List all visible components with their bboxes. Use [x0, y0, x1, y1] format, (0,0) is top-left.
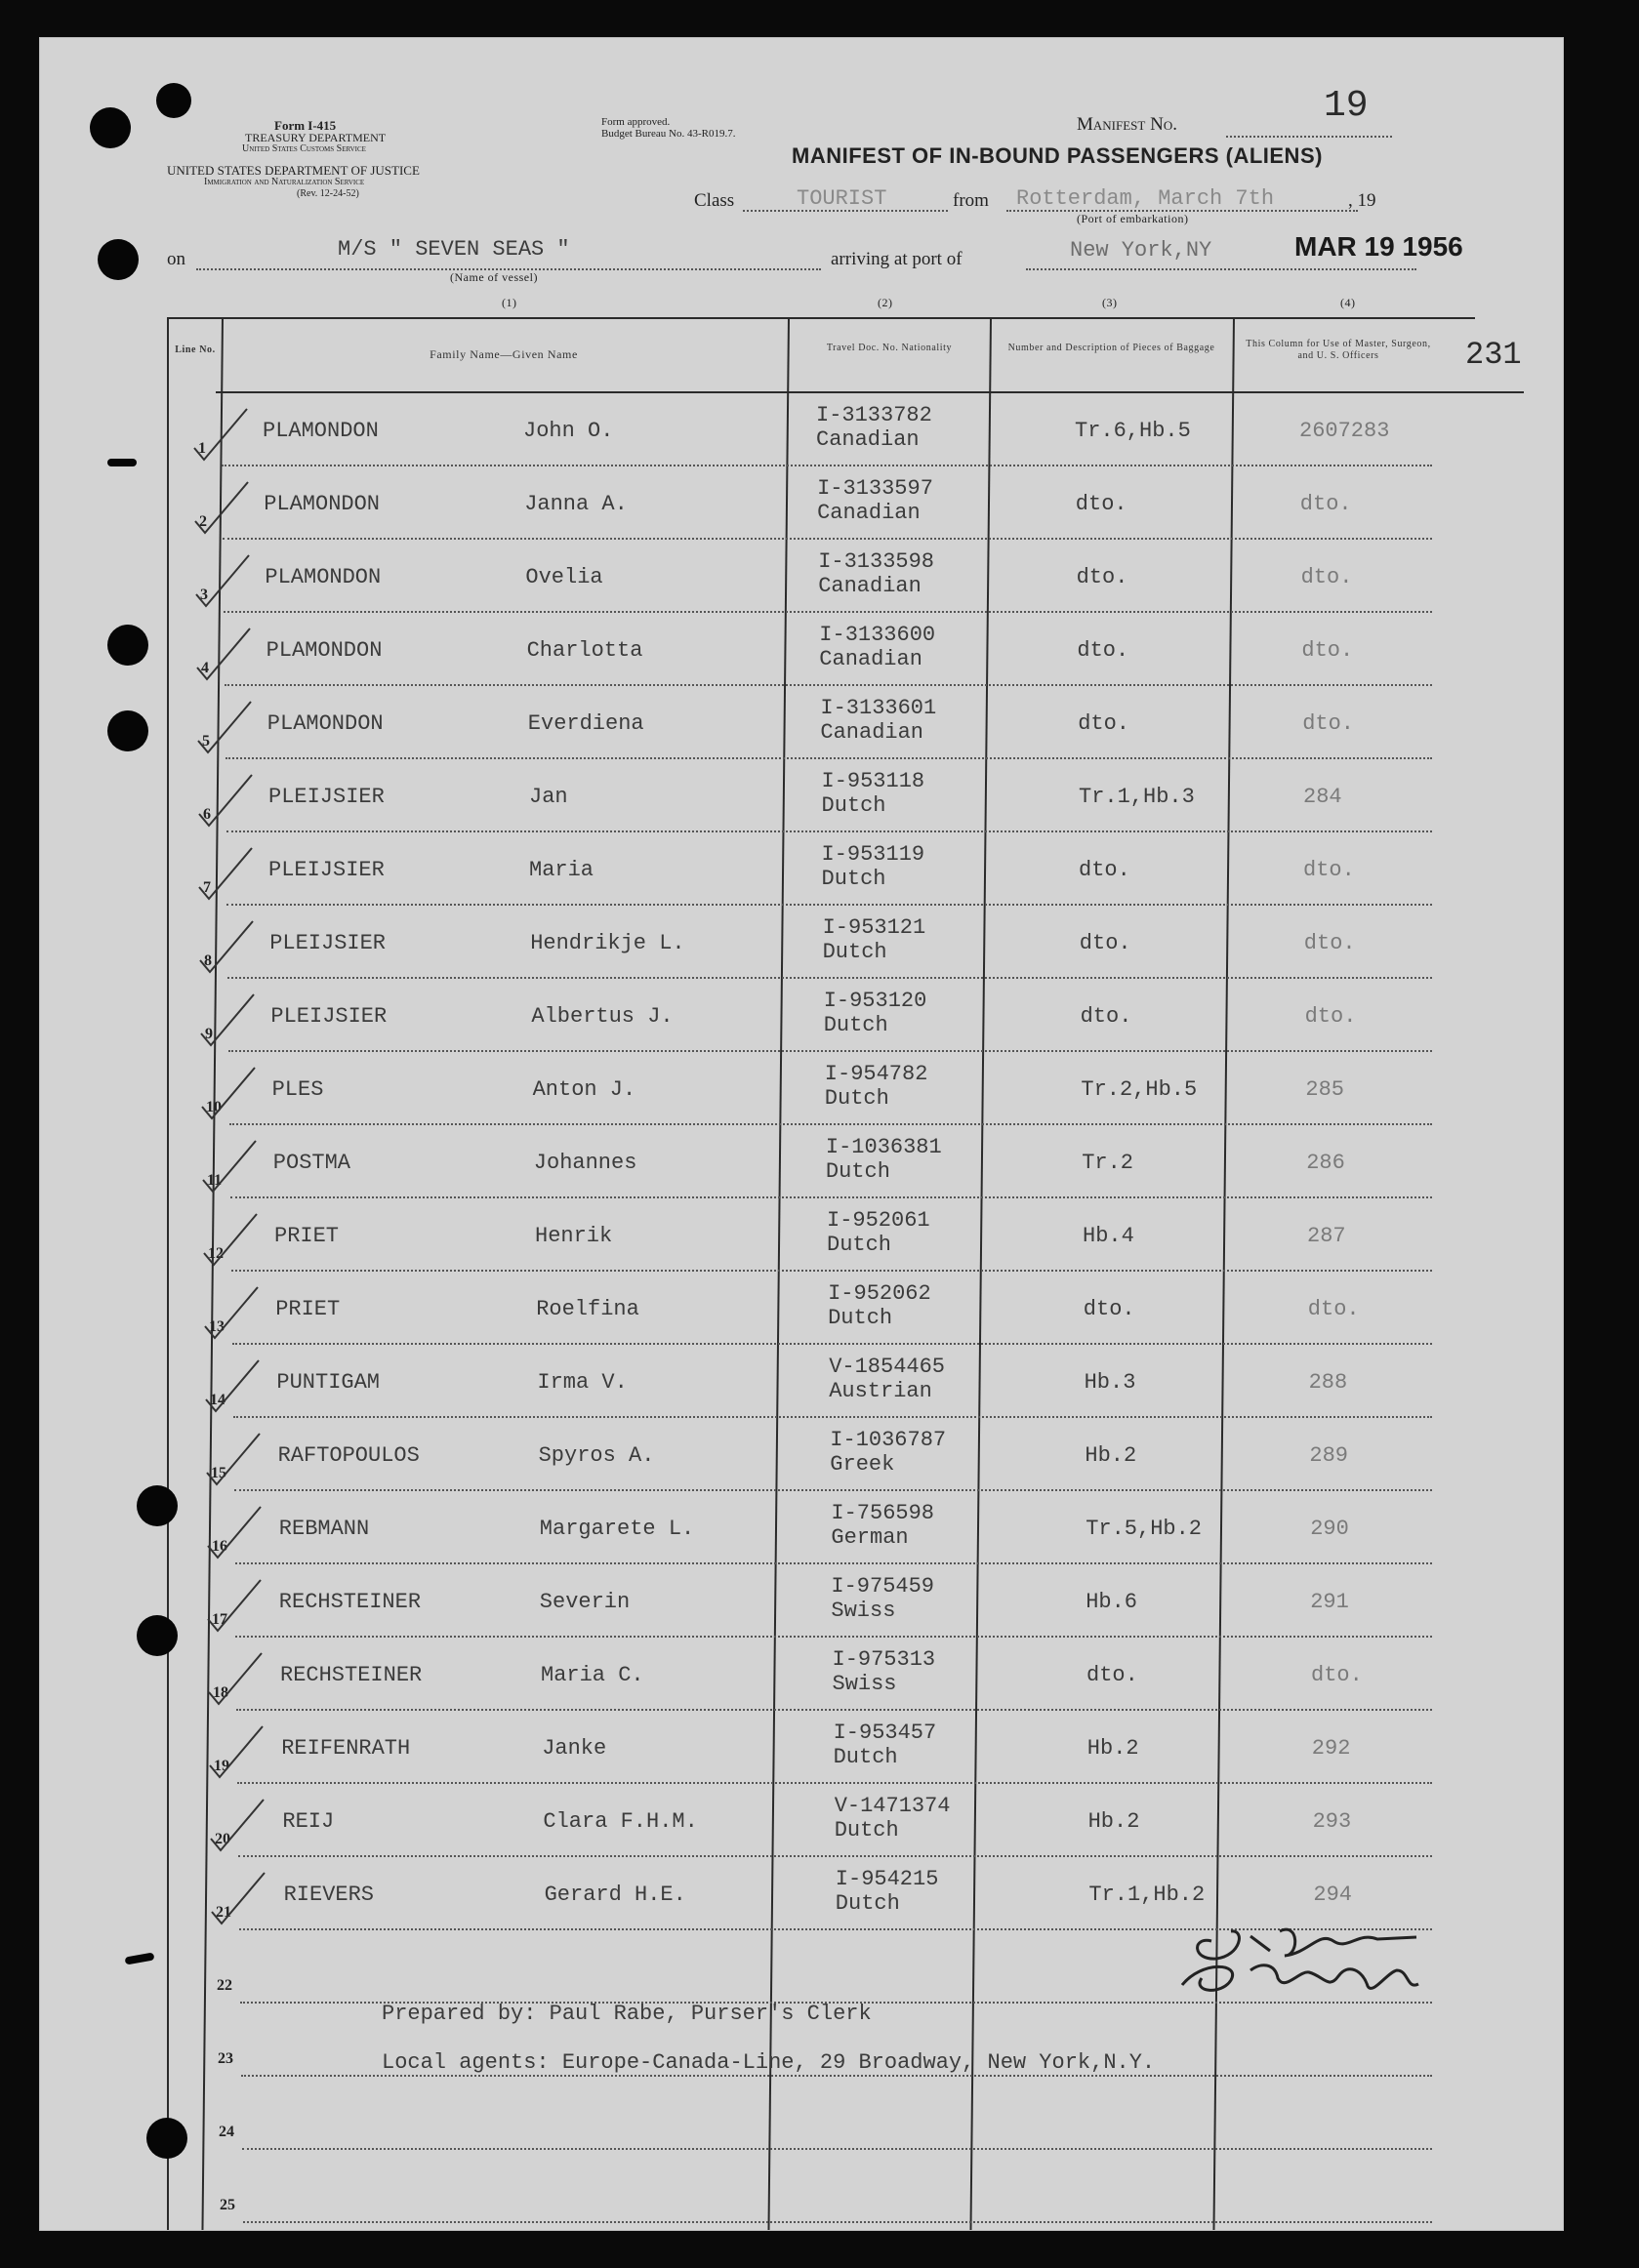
family-name: PLEIJSIER: [268, 858, 385, 882]
manifest-no: 19: [1324, 85, 1369, 127]
row-divider: [227, 977, 1432, 979]
family-name: PLAMONDON: [264, 492, 381, 516]
nationality: Dutch: [824, 1086, 889, 1111]
nationality: Greek: [830, 1452, 895, 1477]
travel-doc-number: I-975459: [831, 1574, 935, 1599]
col-header-name: Family Name—Given Name: [430, 347, 578, 361]
baggage: Hb.2: [1085, 1443, 1137, 1468]
officer-number: 287: [1307, 1224, 1346, 1248]
officer-number: 2607283: [1299, 419, 1390, 443]
nationality: Dutch: [821, 867, 886, 891]
arrival-port: New York,NY: [1070, 238, 1212, 263]
line-number: 13: [209, 1318, 225, 1335]
travel-doc-number: I-954215: [835, 1867, 939, 1891]
row-divider: [223, 538, 1432, 540]
baggage: dto.: [1083, 1297, 1135, 1321]
check-mark-icon: [187, 474, 256, 543]
line-number: 11: [207, 1172, 223, 1189]
page-number: 231: [1465, 337, 1522, 373]
col-header-line-no: Line No.: [175, 344, 216, 355]
binder-hole: [146, 2118, 187, 2159]
given-name: Maria: [529, 858, 594, 882]
line-number: 14: [210, 1392, 225, 1408]
manifest-no-line: [1226, 136, 1392, 138]
row-divider: [226, 830, 1432, 832]
family-name: PLAMONDON: [263, 419, 379, 443]
officer-number: 292: [1311, 1736, 1351, 1761]
given-name: John O.: [523, 419, 614, 443]
nationality: Canadian: [817, 501, 921, 525]
baggage: dto.: [1079, 931, 1131, 955]
binder-hole: [107, 625, 148, 666]
travel-doc-number: I-3133597: [817, 476, 933, 501]
family-name: PLAMONDON: [266, 638, 383, 663]
family-name: PLAMONDON: [265, 565, 382, 589]
manifest-page: [39, 37, 1564, 2231]
officer-number: dto.: [1300, 565, 1353, 589]
check-mark-icon: [203, 1792, 271, 1860]
officer-number: 288: [1308, 1370, 1348, 1395]
baggage: dto.: [1080, 1004, 1132, 1029]
manifest-title: MANIFEST OF IN-BOUND PASSENGERS (ALIENS): [792, 143, 1323, 168]
officer-number: dto.: [1304, 1004, 1357, 1029]
family-name: RAFTOPOULOS: [277, 1443, 420, 1468]
vessel-label: (Name of vessel): [450, 270, 538, 284]
family-name: REBMANN: [278, 1517, 370, 1541]
travel-doc-number: I-3133782: [816, 403, 932, 427]
given-name: Ovelia: [525, 565, 603, 589]
check-mark-icon: [200, 1499, 268, 1567]
given-name: Johannes: [533, 1151, 637, 1175]
officer-number: 290: [1310, 1517, 1349, 1541]
given-name: Everdiena: [527, 711, 644, 736]
line-number: 22: [217, 1977, 232, 1994]
col-header-officers: This Column for Use of Master, Surgeon, and U. S. Officers: [1246, 339, 1431, 361]
officer-number: dto.: [1303, 858, 1355, 882]
line-number: 12: [208, 1245, 224, 1262]
given-name: Albertus J.: [531, 1004, 674, 1029]
check-mark-icon: [197, 1279, 266, 1348]
nationality: Canadian: [818, 574, 922, 598]
family-name: RIEVERS: [283, 1883, 375, 1907]
line-number: 1: [198, 440, 206, 457]
baggage: Hb.2: [1087, 1809, 1140, 1834]
row-divider: [238, 1855, 1432, 1857]
vessel-name: M/S " SEVEN SEAS ": [338, 237, 570, 262]
class-label: Class: [694, 190, 735, 211]
binder-hole: [107, 710, 148, 751]
baggage: Tr.1,Hb.3: [1079, 785, 1195, 809]
line-number: 7: [203, 879, 211, 896]
travel-doc-number: V-1854465: [829, 1355, 946, 1379]
baggage: Tr.5,Hb.2: [1086, 1517, 1203, 1541]
row-divider: [226, 904, 1432, 906]
travel-doc-number: I-975313: [832, 1647, 936, 1672]
check-mark-icon: [186, 401, 255, 469]
nationality: Dutch: [828, 1306, 893, 1330]
class-value: TOURIST: [797, 186, 887, 211]
row-divider: [236, 1709, 1432, 1711]
family-name: PRIET: [274, 1224, 340, 1248]
line-number: 19: [214, 1758, 229, 1774]
family-name: REIFENRATH: [281, 1736, 411, 1761]
row-divider: [230, 1196, 1432, 1198]
baggage: Tr.2: [1082, 1151, 1133, 1175]
check-mark-icon: [191, 840, 260, 909]
nationality: Canadian: [820, 720, 924, 745]
check-mark-icon: [194, 1060, 263, 1128]
line-number: 6: [203, 806, 211, 823]
family-name: REIJ: [282, 1809, 335, 1834]
binder-hole: [137, 1615, 178, 1656]
form-approved: Form approved.: [601, 116, 671, 128]
check-mark-icon: [189, 621, 258, 689]
travel-doc-number: V-1471374: [834, 1794, 951, 1818]
table-top-line: [167, 317, 1475, 319]
given-name: Irma V.: [537, 1370, 628, 1395]
line-number: 21: [216, 1904, 231, 1921]
port-embark-label: (Port of embarkation): [1077, 212, 1189, 225]
name-divider: [767, 317, 790, 2230]
family-name: PLEIJSIER: [269, 931, 387, 955]
travel-doc-number: I-952062: [828, 1281, 931, 1306]
family-name: RECHSTEINER: [280, 1663, 423, 1687]
baggage: dto.: [1079, 858, 1130, 882]
prepared-by: Prepared by: Paul Rabe, Purser's Clerk: [382, 2002, 872, 2026]
travel-doc-number: I-953121: [822, 915, 926, 940]
binder-mark: [107, 459, 137, 466]
binder-hole: [90, 107, 131, 148]
travel-doc-number: I-953120: [823, 989, 927, 1013]
given-name: Anton J.: [532, 1077, 636, 1102]
line-number: 18: [213, 1684, 228, 1701]
given-name: Clara F.H.M.: [543, 1809, 698, 1834]
check-mark-icon: [193, 987, 262, 1055]
check-mark-icon: [190, 694, 259, 762]
year-label: , 19: [1348, 190, 1376, 211]
ins-service: Immigration and Naturalization Service: [204, 177, 365, 187]
nationality: Dutch: [821, 793, 886, 818]
nationality: Dutch: [835, 1891, 900, 1916]
travel-doc-number: I-953118: [821, 769, 925, 793]
travel-doc-number: I-1036381: [825, 1135, 942, 1159]
line-number: 16: [212, 1538, 227, 1555]
baggage: Hb.4: [1083, 1224, 1134, 1248]
baggage: dto.: [1086, 1663, 1138, 1687]
line-number: 20: [215, 1831, 230, 1847]
row-divider: [228, 1050, 1432, 1052]
revision-date: (Rev. 12-24-52): [297, 188, 359, 199]
family-name: POSTMA: [272, 1151, 351, 1175]
given-name: Spyros A.: [538, 1443, 655, 1468]
col-num-3: (3): [1102, 296, 1118, 309]
officer-number: 289: [1309, 1443, 1348, 1468]
line-number: 23: [218, 2050, 233, 2067]
table-header-line: [216, 391, 1524, 393]
travel-doc-number: I-3133598: [818, 549, 935, 574]
officer-number: 293: [1312, 1809, 1352, 1834]
baggage: Tr.1,Hb.2: [1088, 1883, 1206, 1907]
officer-number: dto.: [1307, 1297, 1360, 1321]
officer-number: 291: [1310, 1590, 1349, 1614]
baggage: dto.: [1076, 565, 1128, 589]
check-mark-icon: [202, 1719, 270, 1787]
family-name: PUNTIGAM: [276, 1370, 381, 1395]
line-number: 10: [206, 1099, 222, 1115]
row-divider: [235, 1636, 1432, 1638]
check-mark-icon: [204, 1865, 272, 1933]
given-name: Charlotta: [526, 638, 643, 663]
row-divider: [243, 2221, 1432, 2223]
travel-doc-number: I-953119: [821, 842, 925, 867]
line-number: 8: [204, 952, 212, 969]
officer-number: dto.: [1311, 1663, 1363, 1687]
nationality: German: [831, 1525, 909, 1550]
family-name: RECHSTEINER: [278, 1590, 422, 1614]
line-number: 17: [212, 1611, 227, 1628]
officer-number: dto.: [1302, 711, 1354, 736]
check-mark-icon: [191, 767, 260, 835]
given-name: Hendrikje L.: [530, 931, 685, 955]
nationality: Austrian: [829, 1379, 932, 1403]
row-divider: [225, 684, 1432, 686]
officer-number: 294: [1313, 1883, 1352, 1907]
binder-hole: [156, 83, 191, 118]
check-mark-icon: [188, 547, 257, 616]
check-mark-icon: [195, 1133, 264, 1201]
officer-number: dto.: [1303, 931, 1356, 955]
col-header-travel: Travel Doc. No. Nationality: [826, 343, 953, 353]
row-divider: [235, 1562, 1432, 1564]
line-number: 3: [200, 587, 208, 603]
travel-divider: [969, 317, 992, 2230]
given-name: Maria C.: [541, 1663, 644, 1687]
given-name: Margarete L.: [539, 1517, 695, 1541]
customs-service: United States Customs Service: [242, 143, 366, 154]
given-name: Gerard H.E.: [544, 1883, 686, 1907]
baggage: Tr.6,Hb.5: [1075, 419, 1191, 443]
table-left-line: [167, 317, 169, 2230]
travel-doc-number: I-1036787: [830, 1428, 947, 1452]
family-name: PLAMONDON: [266, 711, 384, 736]
family-name: PLEIJSIER: [268, 785, 385, 809]
nationality: Swiss: [831, 1599, 896, 1623]
line-number: 9: [205, 1026, 213, 1042]
local-agents: Local agents: Europe-Canada-Line, 29 Broadway, New York,N.Y.: [382, 2050, 1156, 2075]
family-name: PRIET: [275, 1297, 341, 1321]
family-name: PLES: [271, 1077, 324, 1102]
given-name: Jan: [529, 785, 568, 809]
row-divider: [224, 611, 1432, 613]
check-mark-icon: [198, 1353, 266, 1421]
given-name: Roelfina: [536, 1297, 639, 1321]
travel-doc-number: I-954782: [824, 1062, 928, 1086]
officer-signature: [1163, 1902, 1534, 2019]
row-divider: [231, 1270, 1432, 1272]
family-name: PLEIJSIER: [270, 1004, 388, 1029]
form-id: Form I-415: [274, 118, 337, 133]
from-value: Rotterdam, March 7th: [1016, 186, 1275, 211]
row-divider: [229, 1123, 1432, 1125]
nationality: Dutch: [822, 940, 887, 964]
col-num-4: (4): [1340, 296, 1356, 309]
line-number: 24: [219, 2124, 234, 2140]
line-number: 2: [199, 513, 207, 530]
nationality: Dutch: [823, 1013, 888, 1037]
line-number: 4: [201, 660, 209, 676]
officer-number: 286: [1306, 1151, 1345, 1175]
row-divider: [233, 1416, 1432, 1418]
baggage: Hb.3: [1084, 1370, 1136, 1395]
nationality: Dutch: [825, 1159, 890, 1184]
line-number: 25: [220, 2197, 235, 2213]
arrival-line: [1026, 268, 1416, 270]
row-divider: [225, 757, 1432, 759]
row-divider: [222, 465, 1432, 466]
officer-number: dto.: [1299, 492, 1352, 516]
travel-doc-number: I-953457: [833, 1721, 937, 1745]
given-name: Severin: [539, 1590, 631, 1614]
row-divider: [242, 2148, 1432, 2150]
binder-hole: [137, 1485, 178, 1526]
officer-number: dto.: [1301, 638, 1354, 663]
officer-number: 284: [1303, 785, 1342, 809]
justice-dept: UNITED STATES DEPARTMENT OF JUSTICE: [167, 163, 420, 178]
nationality: Dutch: [827, 1233, 892, 1257]
nationality: Swiss: [832, 1672, 897, 1696]
check-mark-icon: [200, 1572, 268, 1640]
row-divider: [234, 1489, 1432, 1491]
treasury-dept: TREASURY DEPARTMENT: [245, 131, 387, 144]
check-mark-icon: [201, 1645, 269, 1714]
row-divider: [232, 1343, 1432, 1345]
nationality: Canadian: [819, 647, 922, 671]
line-number: 5: [202, 733, 210, 749]
baggage: dto.: [1075, 492, 1127, 516]
given-name: Henrik: [535, 1224, 613, 1248]
baggage: Tr.2,Hb.5: [1081, 1077, 1198, 1102]
baggage: Hb.6: [1086, 1590, 1137, 1614]
officer-number: 285: [1305, 1077, 1344, 1102]
check-mark-icon: [199, 1426, 267, 1494]
on-label: on: [167, 249, 185, 269]
budget-bureau: Budget Bureau No. 43-R019.7.: [601, 128, 736, 140]
arriving-label: arriving at port of: [831, 249, 963, 269]
travel-doc-number: I-3133600: [819, 623, 936, 647]
baggage: dto.: [1077, 638, 1129, 663]
row-divider: [237, 1782, 1432, 1784]
baggage: dto.: [1078, 711, 1129, 736]
travel-doc-number: I-756598: [831, 1501, 935, 1525]
nationality: Dutch: [834, 1818, 899, 1843]
check-mark-icon: [192, 913, 261, 982]
row-divider: [241, 2075, 1432, 2077]
travel-doc-number: I-3133601: [820, 696, 937, 720]
arrival-date-stamp: MAR 19 1956: [1294, 231, 1463, 262]
nationality: Dutch: [833, 1745, 898, 1769]
col-num-2: (2): [878, 296, 893, 309]
check-mark-icon: [196, 1206, 265, 1275]
nationality: Canadian: [816, 427, 920, 452]
from-label: from: [953, 190, 989, 211]
given-name: Janna A.: [524, 492, 628, 516]
line-number: 15: [211, 1465, 226, 1481]
travel-doc-number: I-952061: [827, 1208, 930, 1233]
given-name: Janke: [542, 1736, 607, 1761]
baggage: Hb.2: [1086, 1736, 1139, 1761]
binder-hole: [98, 239, 139, 280]
col-num-1: (1): [502, 296, 517, 309]
col-header-baggage: Number and Description of Pieces of Baggage: [1007, 343, 1215, 353]
manifest-no-label: Manifest No.: [1077, 114, 1177, 135]
